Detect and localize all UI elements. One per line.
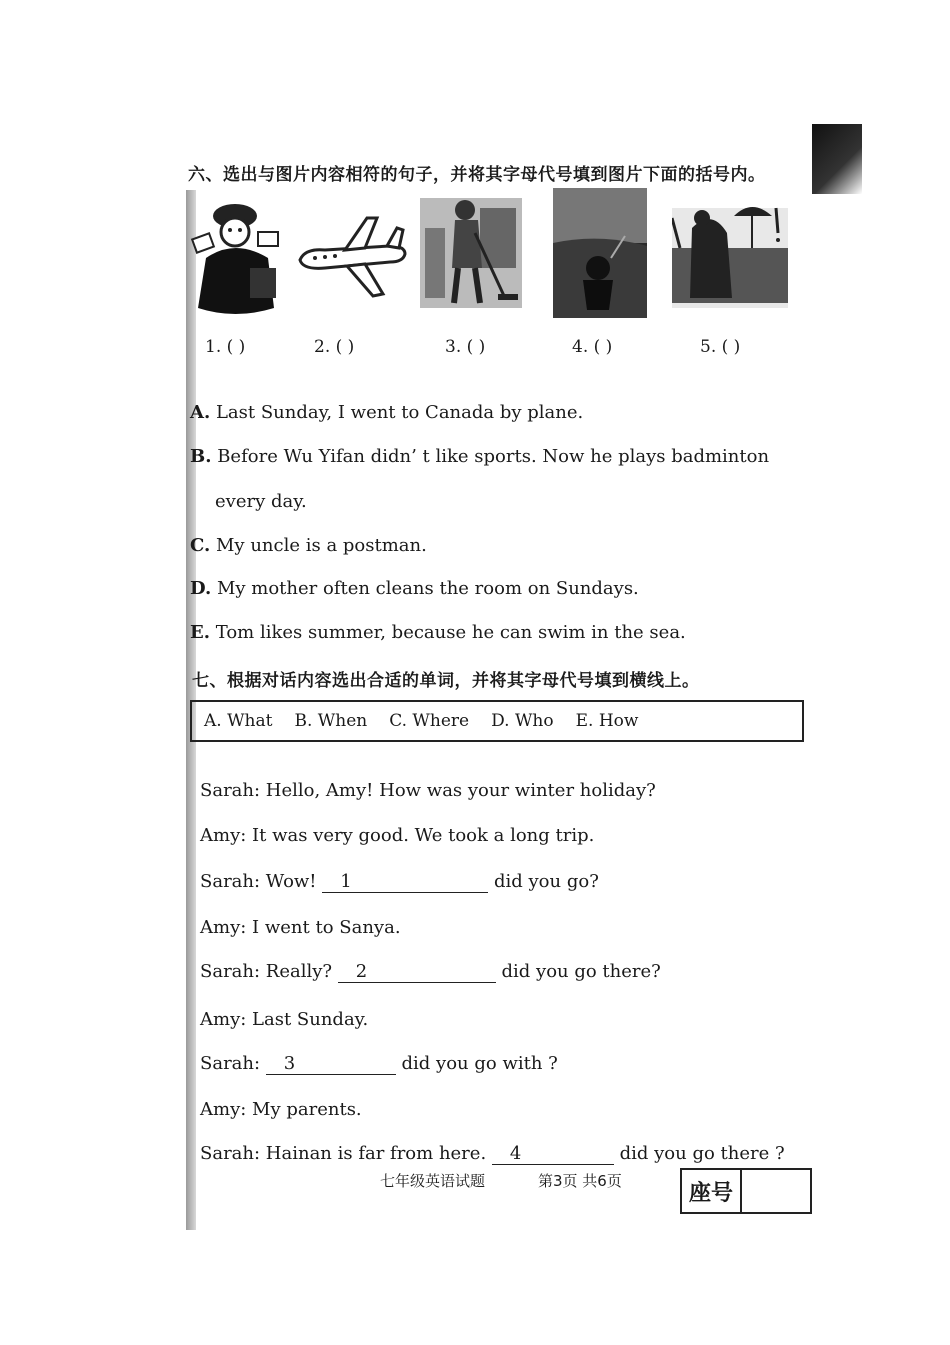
sentence-letter: A. [190, 402, 211, 423]
dialogue-text: Really? [260, 961, 338, 982]
speaker: Amy: [200, 1009, 247, 1030]
dialogue-line [200, 825, 594, 846]
sentence-text: every day. [215, 491, 307, 512]
sentence-c [190, 535, 427, 556]
picture-4-label: 4. ( ) [572, 337, 613, 357]
section6-title: 六、选出与图片内容相符的句子，并将其字母代号填到图片下面的括号内。 [188, 165, 766, 185]
speaker: Amy: [200, 825, 247, 846]
badminton-icon [553, 188, 647, 318]
sentence-b [190, 446, 769, 467]
sentence-a [190, 402, 583, 423]
dialogue-line [200, 1053, 558, 1075]
scan-corner-shadow [812, 124, 862, 194]
section7-title: 七、根据对话内容选出合适的单词，并将其字母代号填到横线上。 [192, 671, 700, 691]
dialogue-line [200, 1143, 785, 1165]
speaker: Sarah: [200, 961, 261, 982]
airplane-icon [295, 188, 410, 318]
dialogue-text: Wow! [260, 871, 323, 892]
dialogue-text: did you go with ? [395, 1053, 558, 1074]
option-c: C. Where [389, 711, 470, 731]
picture-1-label: 1. ( ) [205, 337, 246, 357]
answer-blank-1[interactable]: 1 [322, 871, 488, 893]
dialogue-line [200, 780, 656, 801]
seat-number-box [680, 1168, 812, 1214]
sentence-b-continued [215, 491, 307, 512]
picture-3-label: 3. ( ) [445, 337, 486, 357]
word-options-box [190, 700, 804, 742]
sentence-letter: B. [190, 446, 212, 467]
dialogue-line [200, 917, 401, 938]
postman-icon [188, 188, 283, 318]
dialogue-text: did you go there? [495, 961, 661, 982]
sentence-d [190, 578, 639, 599]
footer-grade: 七年级英语试题 [380, 1172, 486, 1190]
dialogue-line [200, 871, 599, 893]
answer-blank-2[interactable]: 2 [338, 961, 496, 983]
seat-label: 座号 [682, 1170, 742, 1212]
sentence-e [190, 622, 686, 643]
dialogue-text: I went to Sanya. [246, 917, 401, 938]
option-d: D. Who [491, 711, 554, 731]
option-b: B. When [294, 711, 368, 731]
speaker: Sarah: [200, 871, 261, 892]
picture-5-label: 5. ( ) [700, 337, 741, 357]
dialogue-text: It was very good. We took a long trip. [246, 825, 595, 846]
sentence-text: Last Sunday, I went to Canada by plane. [210, 402, 584, 423]
dialogue-text: Hello, Amy! How was your winter holiday? [260, 780, 656, 801]
answer-blank-3[interactable]: 3 [266, 1053, 396, 1075]
sentence-text: My uncle is a postman. [210, 535, 427, 556]
sentence-text: Tom likes summer, because he can swim in the sea. [210, 622, 686, 643]
sentence-text: My mother often cleans the room on Sundays. [211, 578, 639, 599]
option-a: A. What [204, 711, 273, 731]
beach-icon [672, 188, 788, 318]
sentence-letter: E. [190, 622, 210, 643]
speaker: Sarah: [200, 1053, 261, 1074]
sentence-text: Before Wu Yifan didn’ t like sports. Now he plays badminton [211, 446, 770, 467]
dialogue-line [200, 961, 661, 983]
speaker: Amy: [200, 917, 247, 938]
dialogue-text: did you go? [488, 871, 599, 892]
footer-page-number: 第3页 共6页 [538, 1172, 622, 1190]
cleaning-icon [420, 188, 522, 318]
answer-blank-4[interactable]: 4 [492, 1143, 614, 1165]
speaker: Sarah: [200, 780, 261, 801]
dialogue-text: Hainan is far from here. [260, 1143, 492, 1164]
dialogue-text: Last Sunday. [246, 1009, 369, 1030]
seat-number-field[interactable] [742, 1170, 810, 1212]
dialogue-text: did you go there ? [613, 1143, 785, 1164]
option-e: E. How [575, 711, 639, 731]
speaker: Amy: [200, 1099, 247, 1120]
picture-2-label: 2. ( ) [314, 337, 355, 357]
sentence-letter: C. [190, 535, 211, 556]
dialogue-line [200, 1099, 362, 1120]
dialogue-text: My parents. [246, 1099, 362, 1120]
sentence-letter: D. [190, 578, 212, 599]
dialogue-line [200, 1009, 368, 1030]
speaker: Sarah: [200, 1143, 261, 1164]
